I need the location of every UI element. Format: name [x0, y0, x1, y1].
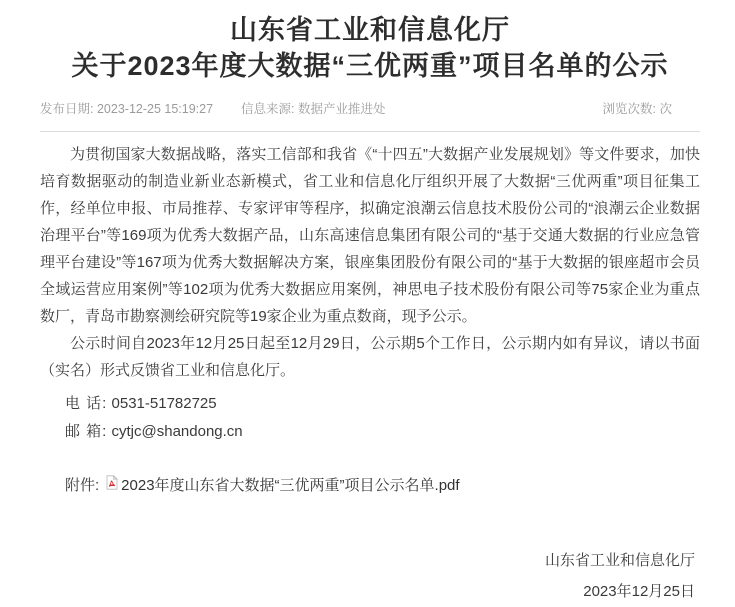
attachment-link[interactable]: 2023年度山东省大数据“三优两重”项目公示名单.pdf	[121, 477, 460, 494]
title-line-1: 山东省工业和信息化厅	[230, 15, 510, 45]
paragraph-publicity-period: 公示时间自2023年12月25日起至12月29日，公示期5个工作日，公示期内如有异议，请以书面（实名）形式反馈省工业和信息化厅。	[40, 335, 700, 379]
attachment-row	[40, 474, 700, 495]
email-label: 邮 箱:	[65, 423, 108, 440]
content-area	[40, 0, 700, 607]
pdf-file-icon	[105, 475, 119, 490]
attachment-label: 附件:	[65, 477, 100, 494]
signature-org: 山东省工业和信息化厅	[544, 552, 695, 569]
title-line-2: 关于2023年度大数据“三优两重”项目名单的公示	[71, 51, 669, 81]
info-source-value: 数据产业推进处	[298, 102, 386, 116]
signature-date: 2023年12月25日	[583, 583, 695, 600]
email-line	[40, 418, 700, 446]
view-count-label: 浏览次数:	[602, 102, 656, 116]
phone-value: 0531-51782725	[111, 395, 217, 412]
view-count-value: 次	[659, 102, 672, 116]
view-count	[603, 99, 672, 117]
paragraph-intro: 为贯彻国家大数据战略，落实工信部和我省《“十四五”大数据产业发展规划》等文件要求，加快培育数据驱动的制造业新业态新模式，省工业和信息化厅组织开展了大数据“三优两重”项目征集工作，经单位申报、市局推荐、专家评审等程序，拟确定浪潮云信息技术股份公司的“浪潮云企业数据治理平台”等169项为优秀大数据产品，山东高速信息集团有限公司的“基于交通大数据的行业应急管理平台建设”等167项为优秀大数据解决方案，银座集团股份有限公司的“基于大数据的银座超市会员全域运营应用案例”等102项为优秀大数据应用案例，神思电子技术股份有限公司等75家企业为重点数厂，青岛市勘察测绘研究院等19家企业为重点数商，现予公示。	[40, 146, 700, 325]
email-value: cytjc@shandong.cn	[111, 423, 243, 440]
publish-date	[40, 99, 213, 117]
article-body	[40, 141, 700, 384]
meta-bar	[40, 99, 700, 132]
phone-label: 电 话:	[65, 395, 108, 412]
signature-block	[40, 545, 700, 607]
publish-date-label: 发布日期:	[40, 102, 94, 116]
info-source	[241, 99, 385, 117]
publish-date-value: 2023-12-25 15:19:27	[96, 102, 214, 116]
page-title	[40, 0, 700, 84]
info-source-label: 信息来源:	[241, 102, 295, 116]
contact-info	[40, 390, 700, 446]
phone-line	[40, 390, 700, 418]
